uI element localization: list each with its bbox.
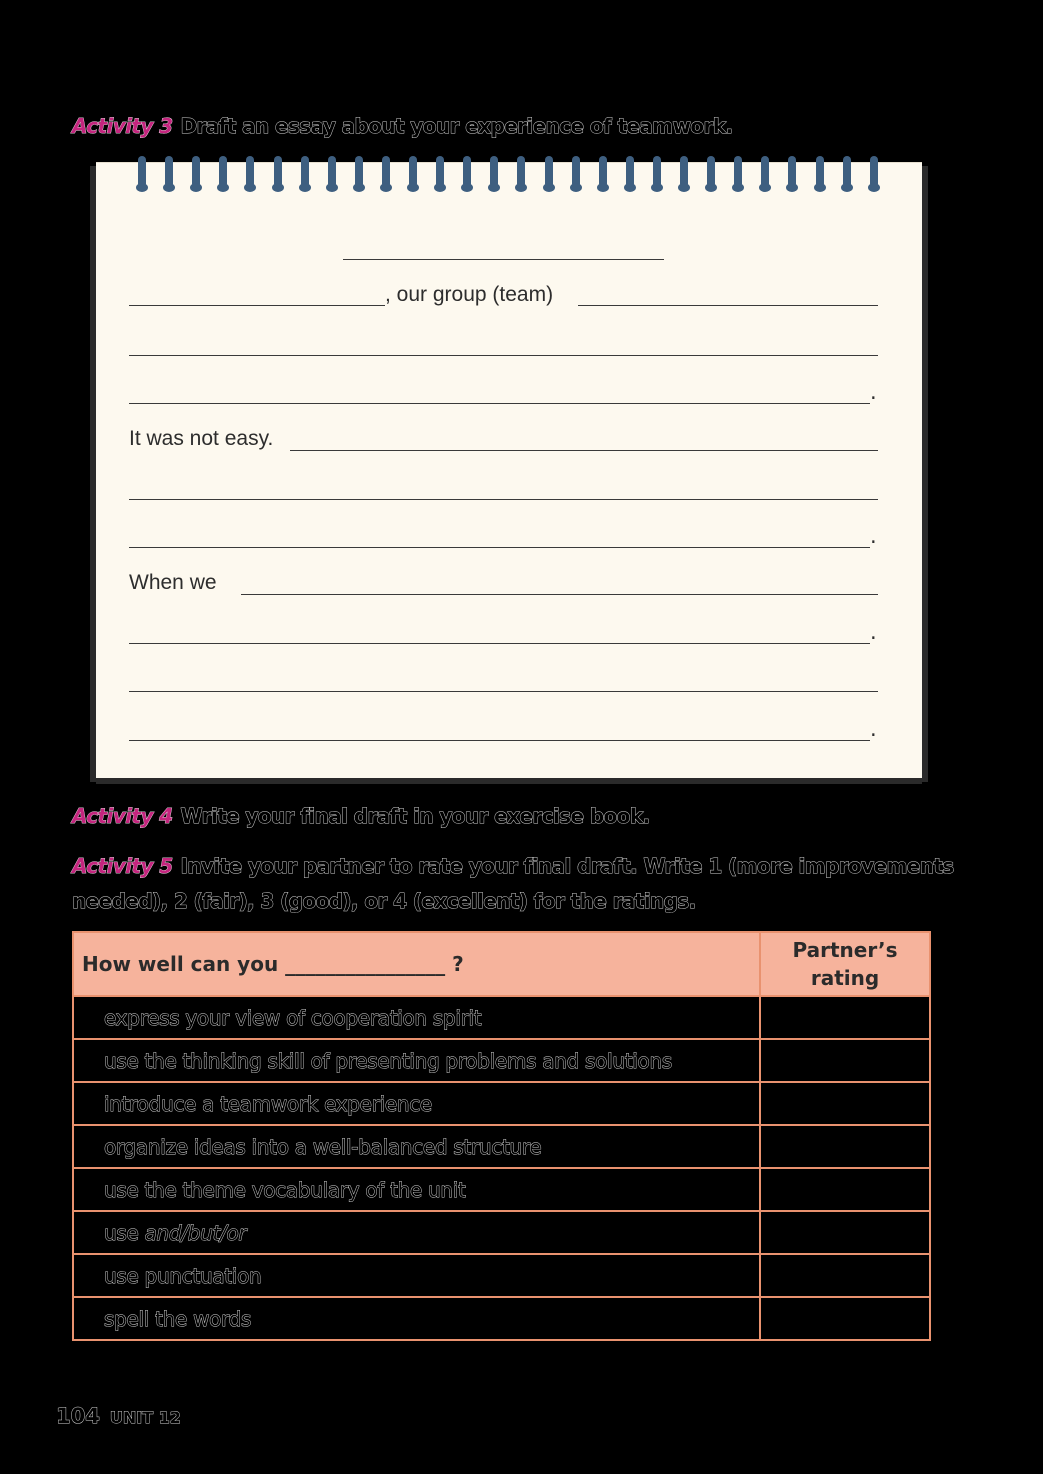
header-rating-line: Partner’s [792,938,898,962]
spiral-ring-icon [843,156,851,188]
table-row [73,1082,930,1125]
spiral-ring-icon [761,156,769,188]
table-row [73,996,930,1039]
spiral-ring-icon [355,156,363,188]
blank-line[interactable] [129,547,870,548]
table-row [73,1039,930,1082]
period: . [870,620,877,644]
activity-instruction: Invite your partner to rate your final draft. Write 1 (more improvements [180,854,954,878]
spiral-ring-icon [409,156,417,188]
spiral-ring-icon [436,156,444,188]
spiral-ring-icon [463,156,471,188]
spiral-ring-icon [545,156,553,188]
period: . [870,524,877,548]
spiral-ring-icon [707,156,715,188]
activity-4-heading [72,804,650,828]
blank-line[interactable] [290,450,878,451]
table-row [73,1297,930,1340]
unit-label: UNIT 12 [109,1408,181,1427]
skill-item: use the thinking skill of presenting problems and solutions [73,1039,760,1082]
rating-cell[interactable] [760,1254,930,1297]
blank-line[interactable] [129,499,878,500]
spiral-ring-icon [870,156,878,188]
spiral-ring-icon [274,156,282,188]
spiral-ring-icon [680,156,688,188]
spiral-ring-icon [138,156,146,188]
spiral-ring-icon [246,156,254,188]
table-row [73,1211,930,1254]
rating-cell[interactable] [760,1211,930,1254]
blank-line[interactable] [241,594,878,595]
rating-cell[interactable] [760,996,930,1039]
blank-line[interactable] [578,305,878,306]
rating-cell[interactable] [760,1168,930,1211]
spiral-ring-icon [165,156,173,188]
notepad [96,162,922,778]
table-row [73,1125,930,1168]
essay-text: , our group (team) [385,283,554,306]
skill-item [73,1211,760,1254]
rating-cell[interactable] [760,1125,930,1168]
activity-5-heading-cont [72,889,696,913]
period: . [870,717,877,741]
spiral-ring-icon [382,156,390,188]
activity-instruction: needed), 2 (fair), 3 (good), or 4 (excellent) for the ratings. [72,889,696,913]
skill-item-prefix: use [104,1220,145,1245]
spiral-ring-icon [626,156,634,188]
rating-table [72,931,931,1341]
table-row [73,1168,930,1211]
table-header-row [73,932,930,996]
spiral-binding [96,156,922,200]
skill-item: use punctuation [73,1254,760,1297]
spiral-ring-icon [653,156,661,188]
blank-line[interactable] [129,691,878,692]
blank-line[interactable] [129,643,870,644]
spiral-ring-icon [734,156,742,188]
blank-line[interactable] [129,403,870,404]
spiral-ring-icon [490,156,498,188]
spiral-ring-icon [301,156,309,188]
essay-text: When we [129,571,217,594]
spiral-ring-icon [192,156,200,188]
skill-item: spell the words [73,1297,760,1340]
activity-label: Activity 3 [72,114,173,138]
spiral-ring-icon [517,156,525,188]
activity-3-heading [72,114,733,138]
page-number: 104 [56,1404,100,1428]
blank-line[interactable] [129,305,385,306]
skill-item-italic: and/but/or [144,1220,247,1245]
skill-item: express your view of cooperation spirit [73,996,760,1039]
skill-item: use the theme vocabulary of the unit [73,1168,760,1211]
header-rating-line: rating [810,966,880,990]
spiral-ring-icon [788,156,796,188]
spiral-ring-icon [816,156,824,188]
period: . [870,380,877,404]
spiral-ring-icon [328,156,336,188]
activity-label: Activity 5 [72,854,173,878]
activity-instruction: Write your final draft in your exercise book. [180,804,650,828]
header-question: How well can you ________________ ? [73,932,760,996]
activity-5-heading [72,854,954,878]
skill-item: introduce a teamwork experience [73,1082,760,1125]
spiral-ring-icon [572,156,580,188]
spiral-ring-icon [219,156,227,188]
blank-line[interactable] [129,740,870,741]
title-blank-line[interactable] [343,259,664,260]
activity-instruction: Draft an essay about your experience of teamwork. [180,114,733,138]
skill-item: organize ideas into a well-balanced structure [73,1125,760,1168]
spiral-ring-icon [599,156,607,188]
essay-text: It was not easy. [129,427,274,450]
rating-cell[interactable] [760,1082,930,1125]
table-row [73,1254,930,1297]
rating-cell[interactable] [760,1039,930,1082]
rating-cell[interactable] [760,1297,930,1340]
header-rating [760,932,930,996]
page-footer [56,1404,181,1428]
activity-label: Activity 4 [72,804,173,828]
blank-line[interactable] [129,355,878,356]
